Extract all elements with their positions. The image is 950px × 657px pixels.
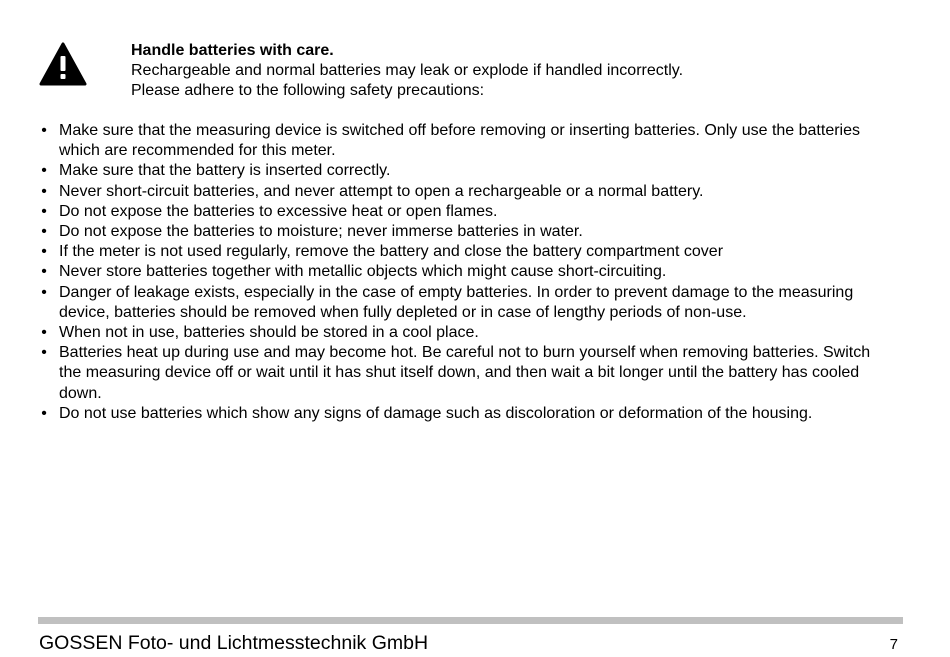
bullet-icon: • [41, 263, 47, 281]
list-item-text: When not in use, batteries should be stored in a cool place. [59, 324, 479, 342]
warning-header [131, 41, 683, 101]
list-item-text: Never short-circuit batteries, and never attempt to open a rechargeable or a normal battery. [59, 182, 704, 200]
page-number: 7 [889, 636, 898, 653]
bullet-icon: • [41, 182, 47, 200]
list-item [39, 182, 879, 202]
bullet-icon: • [41, 324, 47, 342]
list-item-text: Do not expose the batteries to moisture; never immerse batteries in water. [59, 223, 583, 241]
bullet-icon: • [41, 344, 47, 362]
list-item-text: Never store batteries together with metallic objects which might cause short-circuiting. [59, 263, 667, 281]
list-item-text: Do not use batteries which show any signs of damage such as discoloration or deformation of the housing. [59, 404, 813, 422]
warning-title: Handle batteries with care. [131, 42, 334, 59]
bullet-icon: • [41, 243, 47, 261]
list-item [39, 222, 879, 242]
warning-icon [39, 42, 87, 86]
list-item [39, 283, 879, 323]
bullet-icon: • [41, 162, 47, 180]
bullet-icon: • [41, 202, 47, 220]
precautions-list [39, 121, 879, 424]
bullet-icon: • [41, 223, 47, 241]
list-item [39, 323, 879, 343]
bullet-icon: • [41, 283, 47, 301]
warning-text-line: Rechargeable and normal batteries may leak or explode if handled incorrectly. [131, 62, 684, 79]
list-item-text: Do not expose the batteries to excessive heat or open flames. [59, 202, 498, 220]
list-item-text: If the meter is not used regularly, remove the battery and close the battery compartment cover [59, 243, 724, 261]
list-item [39, 202, 879, 222]
list-item-text: Batteries heat up during use and may become hot. Be careful not to burn yourself when removing batteries. Switch the measuring device off or wait until it has shut itself down, and then wait a bit longer until the battery has cooled down. [59, 344, 871, 402]
list-item [39, 262, 879, 282]
warning-text-line: Please adhere to the following safety precautions: [131, 82, 485, 99]
list-item-text: Make sure that the battery is inserted correctly. [59, 162, 391, 180]
bullet-icon: • [41, 404, 47, 422]
list-item-text: Danger of leakage exists, especially in the case of empty batteries. In order to prevent damage to the measuring device, batteries should be removed when fully depleted or in case of lengthy periods of non-use. [59, 283, 854, 321]
bullet-icon: • [41, 122, 47, 139]
list-item [39, 404, 879, 424]
list-item [39, 161, 879, 181]
footer-company-name: GOSSEN Foto- und Lichtmesstechnik GmbH [39, 632, 429, 654]
footer-divider [38, 617, 903, 624]
list-item [39, 242, 879, 262]
list-item [39, 343, 879, 404]
list-item-text: Make sure that the measuring device is switched off before removing or inserting batteries. Only use the batteries which are recommended for this meter. [59, 122, 860, 160]
list-item [39, 121, 879, 161]
